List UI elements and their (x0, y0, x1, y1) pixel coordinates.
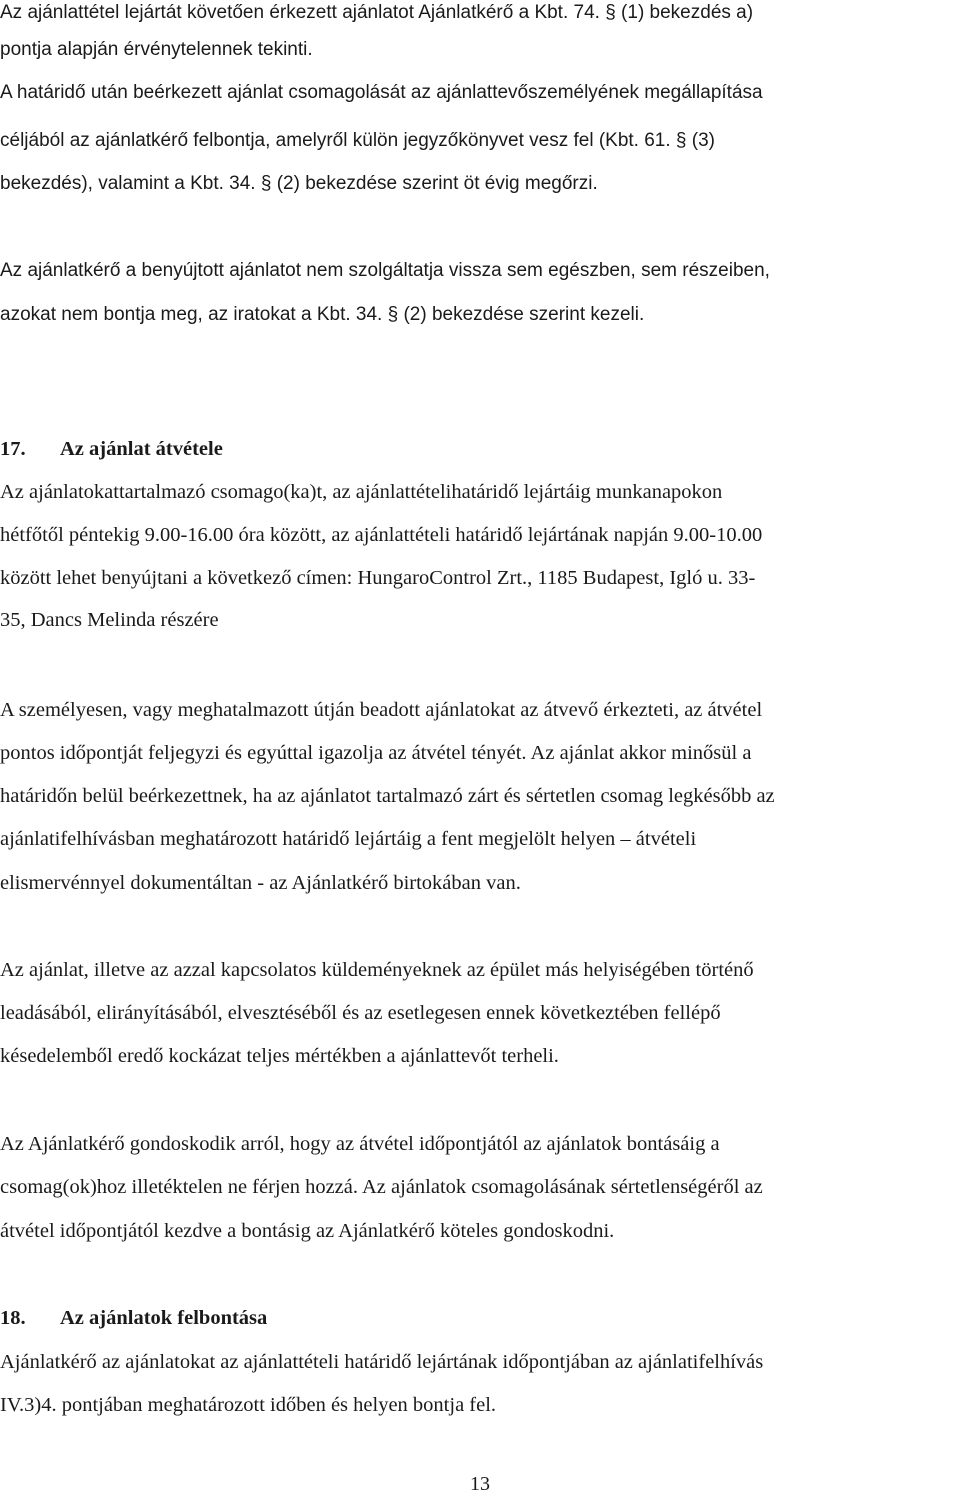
text-line: A személyesen, vagy meghatalmazott útján beadott ajánlatokat az átvevő érkezteti, az átvétel (0, 699, 763, 721)
text-line: határidőn belül beérkezettnek, ha az ajánlatot tartalmazó zárt és sértetlen csomag legkésőbb az (0, 785, 775, 807)
text-line: leadásából, elirányításából, elvesztéséből és az esetlegesen ennek következtében fellépő (0, 1002, 721, 1024)
section-title: Az ajánlatok felbontása (60, 1307, 268, 1329)
text-line: elismervénnyel dokumentáltan - az Ajánlatkérő birtokában van. (0, 872, 521, 894)
text-line: azokat nem bontja meg, az iratokat a Kbt. 34. § (2) bekezdése szerint kezeli. (0, 304, 645, 325)
text-line: pontja alapján érvénytelennek tekinti. (0, 39, 313, 60)
text-line: hétfőtől péntekig 9.00-16.00 óra között, az ajánlattételi határidő lejártának napján 9.00-10.00 (0, 524, 763, 546)
text-line: bekezdés), valamint a Kbt. 34. § (2) bekezdése szerint öt évig megőrzi. (0, 173, 598, 194)
text-line: csomag(ok)hoz illetéktelen ne férjen hozzá. Az ajánlatok csomagolásának sértetlenségéről az (0, 1176, 763, 1198)
text-line: céljából az ajánlatkérő felbontja, amelyről külön jegyzőkönyvet vesz fel (Kbt. 61. § (3) (0, 130, 715, 151)
text-line: Az ajánlatkérő a benyújtott ajánlatot nem szolgáltatja vissza sem egészben, sem részeiben, (0, 260, 770, 281)
text-line: pontos időpontját feljegyzi és egyúttal igazolja az átvétel tényét. Az ajánlat akkor minősül a (0, 742, 752, 764)
section-heading-18 (0, 1305, 267, 1331)
text-line: Az ajánlat, illetve az azzal kapcsolatos küldeményeknek az épület más helyiségében történő (0, 959, 754, 981)
text-line: Az Ajánlatkérő gondoskodik arról, hogy az átvétel időpontjától az ajánlatok bontásáig a (0, 1133, 720, 1155)
text-line: A határidő után beérkezett ajánlat csomagolását az ajánlattevőszemélyének megállapítása (0, 82, 763, 103)
text-line: Az ajánlatokattartalmazó csomago(ka)t, az ajánlattételihatáridő lejártáig munkanapokon (0, 481, 723, 503)
text-line: átvétel időpontjától kezdve a bontásig az Ajánlatkérő köteles gondoskodni. (0, 1220, 615, 1242)
section-title: Az ajánlat átvétele (60, 438, 223, 460)
text-line: Ajánlatkérő az ajánlatokat az ajánlattételi határidő lejártának időpontjában az ajánlatifelhívás (0, 1351, 764, 1373)
text-line: között lehet benyújtani a következő címen: HungaroControl Zrt., 1185 Budapest, Igló u. 33- (0, 567, 756, 589)
text-line: Az ajánlattétel lejártát követően érkezett ajánlatot Ajánlatkérő a Kbt. 74. § (1) bekezdés a) (0, 2, 754, 23)
page-number: 13 (470, 1473, 490, 1495)
text-line: késedelemből eredő kockázat teljes mértékben a ajánlattevőt terheli. (0, 1045, 559, 1067)
text-line: ajánlatifelhívásban meghatározott határidő lejártáig a fent megjelölt helyen – átvételi (0, 828, 697, 850)
section-number: 18. (0, 1307, 26, 1329)
section-heading-17 (0, 436, 223, 462)
text-line: IV.3)4. pontjában meghatározott időben és helyen bontja fel. (0, 1394, 497, 1416)
text-line: 35, Dancs Melinda részére (0, 609, 219, 631)
section-number: 17. (0, 438, 26, 460)
